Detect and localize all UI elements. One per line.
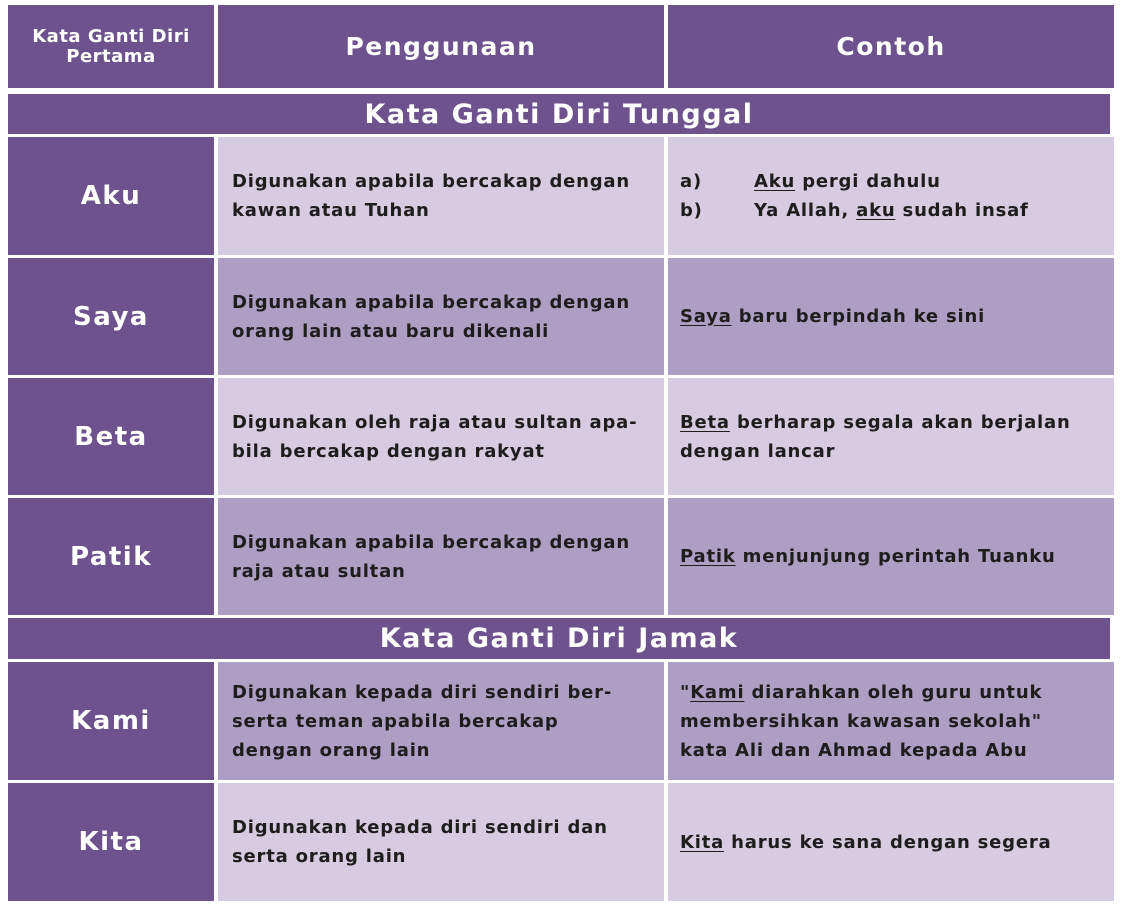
header-usage-cell [218,5,664,88]
header-example-label: Contoh [836,32,946,61]
example-pre: Ya Allah, [754,200,857,221]
pronoun-cell-kita [8,783,214,901]
example-cell-aku [668,137,1114,255]
section-plural [8,618,1110,659]
example-line: kata Ali dan Ahmad kepada Abu [680,739,1028,761]
header-pronoun-cell [8,5,214,88]
example-item-marker: b) [680,200,703,221]
example-cell-beta [668,378,1114,495]
example-quote: " [680,681,691,703]
example-line [680,828,1106,857]
header-usage-label: Penggunaan [345,32,537,61]
example-rest: pergi dahulu [795,171,941,192]
example-item-text [754,167,941,196]
header-pronoun-line1: Kata Ganti Diri [32,25,190,47]
example-line: membersihkan kawasan sekolah" [680,710,1042,732]
example-line [680,542,1106,571]
pronoun-cell-saya [8,258,214,375]
example-keyword: Kami [690,681,745,703]
example-cell-kami [668,662,1114,780]
section-singular-label: Kata Ganti Diri Tunggal [364,98,754,130]
usage-line: Digunakan apabila bercakap dengan [232,531,630,553]
example-cell-patik [668,498,1114,615]
pronoun-cell-aku [8,137,214,255]
section-singular [8,94,1110,134]
example-item-marker: a) [680,171,702,192]
header-example-cell [668,5,1114,88]
example-keyword: Aku [754,171,796,192]
section-plural-label: Kata Ganti Diri Jamak [379,623,739,654]
usage-cell-kami [218,662,664,780]
example-cell-kita [668,783,1114,901]
example-line [680,678,1106,707]
pronoun-cell-patik [8,498,214,615]
usage-line: serta orang lain [232,846,407,867]
pronoun-label: Kita [78,827,144,857]
example-line [680,302,1106,331]
example-rest: berharap segala akan berjalan [729,411,1071,433]
usage-line: Digunakan kepada diri sendiri dan [232,817,608,838]
example-rest: diarahkan oleh guru untuk [744,681,1043,703]
header-pronoun-line2: Pertama [66,45,156,67]
example-item-a [680,167,1106,196]
usage-line: Digunakan oleh raja atau sultan apa- [232,411,638,433]
usage-line: kawan atau Tuhan [232,200,430,221]
pronoun-label: Saya [73,301,149,332]
example-keyword: Beta [680,411,730,433]
example-keyword: aku [856,200,896,221]
usage-cell-saya [218,258,664,375]
example-rest: sudah insaf [895,200,1029,221]
example-keyword: Kita [680,831,725,853]
usage-line: serta teman apabila bercakap [232,710,559,732]
pronoun-label: Aku [80,181,142,211]
usage-cell-patik [218,498,664,615]
usage-cell-kita [218,783,664,901]
usage-cell-aku [218,137,664,255]
pronoun-label: Beta [74,421,148,452]
example-rest: baru berpindah ke sini [731,306,986,327]
usage-line: Digunakan apabila bercakap dengan [232,291,630,313]
pronoun-cell-kami [8,662,214,780]
example-item-text [754,196,1029,225]
pronoun-label: Kami [71,706,151,736]
example-keyword: Patik [680,546,736,567]
usage-cell-beta [218,378,664,495]
usage-line: orang lain atau baru dikenali [232,320,550,342]
usage-line: bila bercakap dengan rakyat [232,440,545,462]
usage-line: raja atau sultan [232,560,406,582]
usage-line: Digunakan kepada diri sendiri ber- [232,681,613,703]
usage-line: Digunakan apabila bercakap dengan [232,171,630,192]
example-item-b [680,196,1106,225]
example-rest: menjunjung perintah Tuanku [735,546,1056,567]
example-cell-saya [668,258,1114,375]
usage-line: dengan orang lain [232,739,431,761]
example-line: dengan lancar [680,440,836,462]
example-keyword: Saya [680,306,732,327]
example-rest: harus ke sana dengan segera [724,831,1052,853]
pronoun-label: Patik [69,541,153,572]
example-line [680,408,1106,437]
pronoun-cell-beta [8,378,214,495]
